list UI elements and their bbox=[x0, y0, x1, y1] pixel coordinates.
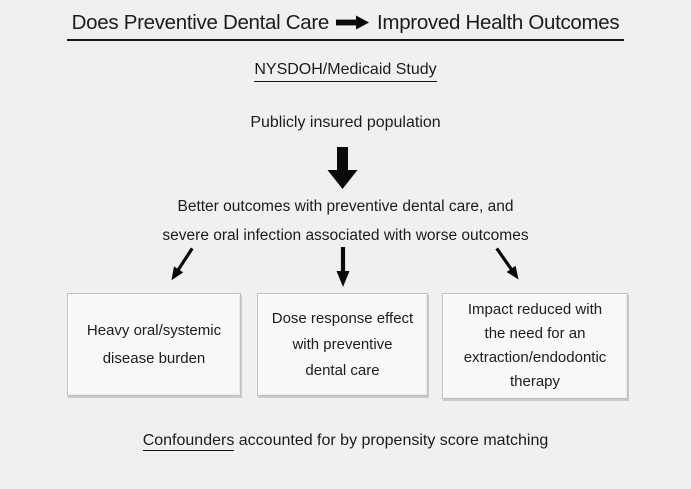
box-line: with preventive bbox=[292, 335, 393, 353]
findings-line-1: Better outcomes with preventive dental care, and bbox=[177, 198, 514, 215]
box-dose-response bbox=[257, 293, 428, 396]
footer-underlined-word: Confounders bbox=[142, 432, 235, 449]
page-title bbox=[67, 11, 625, 41]
box-line: therapy bbox=[509, 373, 561, 390]
thick-right-arrow-icon bbox=[336, 15, 370, 30]
down-arrow-icon bbox=[334, 246, 352, 288]
box-line: Dose response effect bbox=[271, 309, 414, 327]
box-line: dental care bbox=[305, 361, 380, 379]
box-line: the need for an bbox=[484, 325, 586, 342]
box-line: Heavy oral/systemic bbox=[86, 321, 222, 339]
title-right-text: Improved Health Outcomes bbox=[377, 11, 620, 34]
thick-down-arrow-icon bbox=[327, 147, 358, 190]
title-row bbox=[0, 11, 691, 41]
box-line: extraction/endodontic bbox=[463, 349, 607, 366]
study-subtitle: NYSDOH/Medicaid Study bbox=[254, 61, 436, 82]
title-left-text: Does Preventive Dental Care bbox=[71, 11, 330, 34]
findings-line-2: severe oral infection associated with worse outcomes bbox=[162, 227, 529, 244]
population-label: Publicly insured population bbox=[250, 114, 441, 131]
box-line: disease burden bbox=[102, 349, 206, 367]
footer-rest-text: accounted for by propensity score matching bbox=[234, 432, 549, 449]
box-impact-reduced bbox=[442, 293, 628, 399]
box-heavy-disease-burden bbox=[67, 293, 241, 396]
findings-text bbox=[0, 192, 691, 250]
subtitle-row bbox=[0, 61, 691, 82]
box-line: Impact reduced with bbox=[467, 301, 603, 318]
footer-note bbox=[0, 432, 691, 450]
